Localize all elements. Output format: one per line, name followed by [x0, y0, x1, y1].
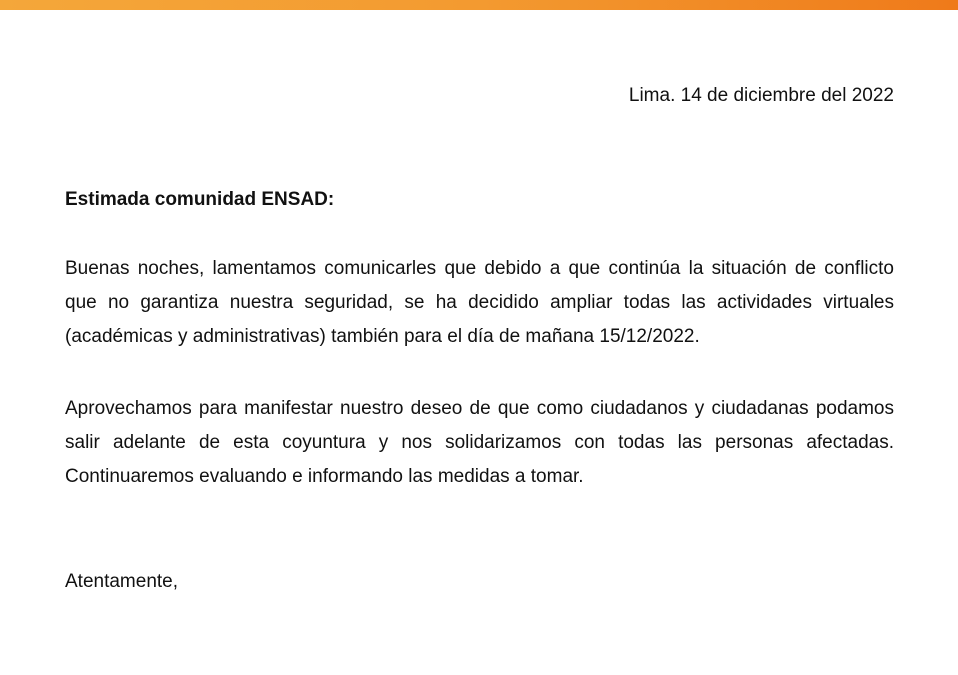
letter-paragraph-1: Buenas noches, lamentamos comunicarles que debido a que continúa la situación de conflicto que no garantiza nuestra seguridad, se ha decidido ampliar todas las actividades virtuales (académicas y administrativas) también para el día de mañana 15/12/2022. — [65, 258, 894, 347]
top-accent-bar — [0, 0, 958, 10]
letter-paragraph-2: Aprovechamos para manifestar nuestro deseo de que como ciudadanos y ciudadanas podamos salir adelante de esta coyuntura y nos solidarizamos con todas las personas afectadas. Continuaremos evaluando e informando las medidas a tomar. — [65, 398, 894, 487]
letter-salutation: Estimada comunidad ENSAD: — [65, 189, 335, 210]
letter-date: Lima. 14 de diciembre del 2022 — [628, 85, 894, 106]
letter-closing: Atentamente, — [65, 571, 179, 592]
